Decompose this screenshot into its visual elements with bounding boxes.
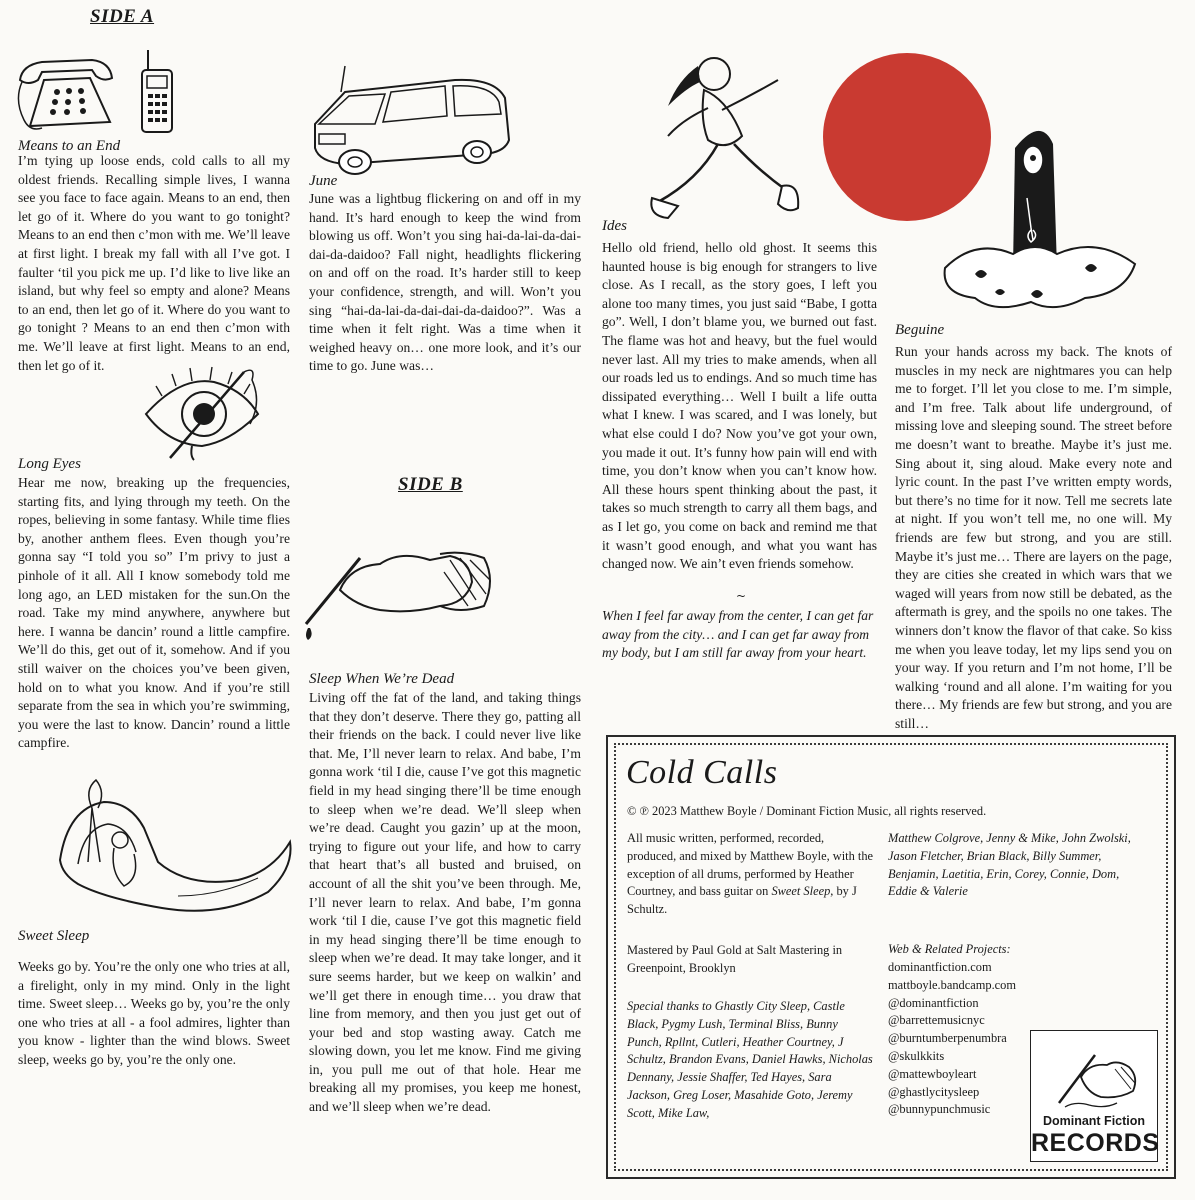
side-a-heading: SIDE A xyxy=(90,6,155,27)
credits-written xyxy=(627,830,875,919)
social-handle-barrettemusicnyc[interactable]: @barrettemusicnyc xyxy=(888,1013,985,1028)
credits-written-song: Sweet Sleep xyxy=(771,884,831,899)
credits-written-text: All music written, performed, recorded, produced, and mixed by Matthew Boyle, with the exception of all drums, performed by Heather Courtney, and bass guitar on xyxy=(627,831,874,899)
web-link-dominantfiction[interactable]: dominantfiction.com xyxy=(888,960,992,974)
lyrics-long-eyes: Hear me now, breaking up the frequencies, starting fits, and lying through my teeth. On the ropes, believing in some fantasy. While time flies by, another anthem flees. Even though you’re gonna say “I told you so” I’m privy to just a pinhole of it all. All I know somebody told me long ago, an LED mistaken for the sun.On the road. Take my mind anywhere, anywhere but here. I wanna be dancin’ round a little campfire. We’ll do this, get out of it, somehow. And if you still waiver on the choices you’ve been given, hold on to what you know. And if you’re still separate from the sea in which you’re swimming, you were the last to know. Dancin’ round a little campfire. xyxy=(18,475,290,751)
album-title: Cold Calls xyxy=(626,754,778,791)
dominant-fiction-records-logo xyxy=(1030,1030,1158,1162)
song-title-beguine: Beguine xyxy=(895,322,945,338)
credits-thanks-continued: Matthew Colgrove, Jenny & Mike, John Zwolski, Jason Fletcher, Brian Black, Billy Summer, Benjamin, Laetitia, Erin, Corey, Connie, Dom, Eddie & Valerie xyxy=(888,831,1131,899)
song-title-ides: Ides xyxy=(602,218,627,234)
song-title-sleep-when-were-dead: Sleep When We’re Dead xyxy=(309,671,455,687)
lyrics-means-to-an-end: I’m tying up loose ends, cold calls to all my oldest friends. Recalling simple lives, I wanna see you face to face again. Means to an end, then let go of it. Where do you want to go tonight? Means to an end then c’mon with me. We’ll leave at first light. I break my fall with all I’ve got. I faulter ‘til you pick me up. I’d like to live like an island, but why feel so empty and alone? Means to an end, then let go of it. Where do you want to go tonight ? Means to an end then c’mon with me. We’ll leave at first light. Means to an end, then let go of it. xyxy=(18,153,290,373)
logo-line-2: RECORDS xyxy=(1031,1129,1160,1157)
side-b-heading: SIDE B xyxy=(398,474,463,495)
shell-figure-illustration xyxy=(58,768,298,923)
logo-line-1: Dominant Fiction xyxy=(1042,1114,1146,1128)
web-link-bandcamp[interactable]: mattboyle.bandcamp.com xyxy=(888,977,1016,992)
telephone-illustration xyxy=(12,40,192,135)
eye-needle-illustration xyxy=(140,362,280,462)
social-handle-ghastlycitysleep[interactable]: @ghastlycitysleep xyxy=(888,1084,980,1099)
song-title-sweet-sleep: Sweet Sleep xyxy=(18,928,90,944)
credits-mastered: Mastered by Paul Gold at Salt Mastering in Greenpoint, Brooklyn xyxy=(627,943,843,975)
song-title-long-eyes: Long Eyes xyxy=(18,456,81,472)
social-handle-bunnypunchmusic[interactable]: @bunnypunchmusic xyxy=(888,1102,991,1117)
copyright-line: © ℗ 2023 Matthew Boyle / Dominant Fiction Music, all rights reserved. xyxy=(627,804,987,818)
lyrics-sleep-when-were-dead: Living off the fat of the land, and taking things that they don’t deserve. There they go, patting all their friends on the back. I could never live like that. Me, I’ll never learn to relax. And babe, I’m gonna work ‘til I die, cause I’ve got this magnetic field in my head singing there’ll be time enough to sleep when we’re dead. We’ll sleep when we’re dead. Caught you gazin’ up at the moon, trying to figure out your life, and how to carry that heart that’s all busted and bruised, on account of all the shit you’ve been through. Me, I’ll never learn to relax. And babe, I’m gonna work ‘til I die, cause I’ve got this magnetic field in my head singing there’ll be time enough to sleep when we’re dead. It may take longer, and it sure seems harder, but we keep on walkin’ and we’ll get there in enough time… you draw that line from memory, and then you just get out of your bed and stop wasting away. Catch me slowing down, you let me know. Find me giving in, you pull me out of that hole. Hear me breaking all my promises, you keep me honest, and we’ll sleep when we’re dead. xyxy=(309,690,581,1115)
credits-special-thanks: Special thanks to Ghastly City Sleep, Castle Black, Pygmy Lush, Terminal Bliss, Bunny Punch, Rpllnt, Cutleri, Heather Courtney, J Schultz, Brandon Evans, Daniel Hawks, Nicholas Dennany, Jessie Shaffer, Ted Hayes, Sara Jackson, Greg Loser, Masahide Goto, Jeremy Scott, Mike Law, xyxy=(627,999,873,1120)
lyrics-beguine: Run your hands across my back. The knots of muscles in my neck are nightmares you can help me to forget. I’ll let you close to me. I’m simple, and I’m free. Talk about life underground, of missing love and sleeping sound. The street before me doesn’t want to breathe. Maybe it’s just me. Sing about it, sing aloud. Make every note and lyric count. In the past I’ve written empty words, but there’s no time for it now. Tell me secrets late at night. If you won’t tell me, no one will. My friends are few but strong, and you are still. Maybe it’s just me… There are layers on the page, they are cities she created in which wars that we waged will years from now still be debated, as the aftermath is grey, and the spoils no one takes. The winners don’t know the flavor of that cake. So kiss me when you leave today, let my lips send you on your way. If you return and I’m not home, I’ll be walking ‘round and all alone. I’m waiting for you there… My friends are few but strong, and you are still… xyxy=(895,344,1172,731)
ides-coda: When I feel far away from the center, I can get far away from the city… and I can get far away from my body, but I am still far away from your heart. xyxy=(602,608,874,661)
song-title-june: June xyxy=(309,173,338,189)
lyrics-june: June was a lightbug flickering on and off in my hand. It’s hard enough to keep the wind from blowing us off. Won’t you sing hai-da-lai-da-dai-dai-da-daidoo? Fall night, headlights flickering on and off on the road. It’s harder still to keep your confidence, strength, and will. Won’t you sing “hai-da-lai-da-dai-dai-da-daidoo?”. Was a time when it felt right. Was a time when it weighed heavy on… one more look, and it’s our time to go. June was… xyxy=(309,191,581,374)
running-figure-illustration xyxy=(638,40,818,230)
lyrics-ides: Hello old friend, hello old ghost. It seems this haunted house is big enough for strangers to live close. As I recall, as the story goes, I left you alone too many times, you just said “Babe, I gotta go”. Well, I don’t blame you, we burned out fast. The flame was hot and heavy, but the fuel would never last. All my tries to make amends, when all our roads led us to endings. And so much time has dissipated everything… Well I built a life outta what I knew. I was scared, and I was lonely, but what else could I do? Now you’ve got your own, you made it out. It’s funny how pain will end with time, you don’t know when you can’t know how. All these hours spent thinking about the past, it takes so much strength to carry all them bags, and as I let go, you come on back and remind me that it wasn’t good enough, and what you want has changed now. We ain’t even friends somehow. xyxy=(602,240,877,572)
social-handle-dominantfiction[interactable]: @dominantfiction xyxy=(888,995,979,1010)
social-handle-burntumberpenumbra[interactable]: @burntumberpenumbra xyxy=(888,1031,1007,1046)
lyrics-sweet-sleep: Weeks go by. You’re the only one who tries at all, a firelight, only in my mind. Only in the light time. Sweet sleep… Weeks go by, you’re the only one who tries at all - a fool admires, lighter than you know - lighter than the wind blows. Sweet sleep, weeks go by, you’re the only one. xyxy=(18,959,290,1067)
logo-hand-pen-icon xyxy=(1045,1037,1145,1113)
van-illustration xyxy=(305,62,515,177)
hand-pen-illustration xyxy=(300,510,500,642)
credits-written-end: , by J Schultz. xyxy=(627,884,857,917)
song-title-means-to-an-end: Means to an End xyxy=(18,138,121,154)
web-projects-heading: Web & Related Projects: xyxy=(888,942,1011,956)
hooded-figure-illustration xyxy=(935,118,1145,323)
web-links-list xyxy=(888,959,1038,1119)
social-handle-skulkkits[interactable]: @skulkkits xyxy=(888,1048,945,1063)
social-handle-mattewboyleart[interactable]: @mattewboyleart xyxy=(888,1066,977,1081)
ides-divider: ~ xyxy=(736,589,747,603)
